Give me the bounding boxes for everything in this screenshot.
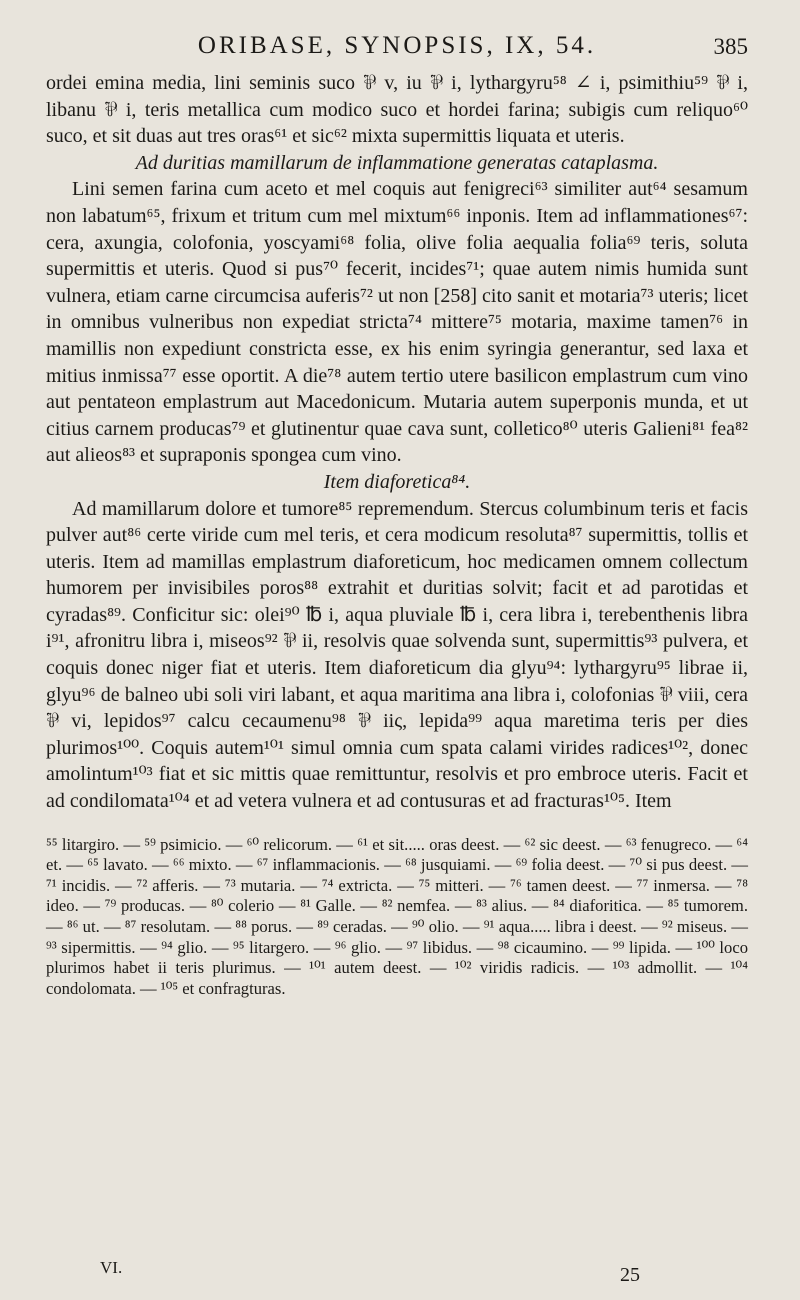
footnotes: ⁵⁵ litargiro. — ⁵⁹ psimicio. — ⁶⁰ relicorum. — ⁶¹ et sit..... oras deest. — ⁶² sic deest. — ⁶³ fenugreco. — ⁶⁴ et. — ⁶⁵ lavato. — ⁶⁶ mixto. — ⁶⁷ inflammacionis. — ⁶⁸ jusquiami. — ⁶⁹ folia deest. — ⁷⁰ si pus deest. — ⁷¹ incidis. — ⁷² afferis. — ⁷³ mutaria. — ⁷⁴ extricta. — ⁷⁵ mitteri. — ⁷⁶ tamen deest. — ⁷⁷ inmersa. — ⁷⁸ ideo. — ⁷⁹ producas. — ⁸⁰ colerio — ⁸¹ Galle. — ⁸² nemfea. — ⁸³ alius. — ⁸⁴ diaforitica. — ⁸⁵ tumorem. — ⁸⁶ ut. — ⁸⁷ resolutam. — ⁸⁸ porus. — ⁸⁹ ceradas. — ⁹⁰ olio. — ⁹¹ aqua..... libra i deest. — ⁹² miseus. — ⁹³ sipermittis. — ⁹⁴ glio. — ⁹⁵ litargero. — ⁹⁶ glio. — ⁹⁷ libidus. — ⁹⁸ cicaumino. — ⁹⁹ lipida. — ¹⁰⁰ loco plurimos habet ii teris plurimus. — ¹⁰¹ autem deest. — ¹⁰² viridis radicis. — ¹⁰³ admollit. — ¹⁰⁴ condolomata. — ¹⁰⁵ et confragturas.: [46, 834, 748, 998]
paragraph-cataplasma: Lini semen farina cum aceto et mel coquis aut fenigreci⁶³ similiter aut⁶⁴ sesamum non labatum⁶⁵, frixum et tritum cum mel mixtum⁶⁶ inponis. Item ad inflammationes⁶⁷: cera, axungia, colofonia, yoscyami⁶⁸ folia, olive folia aequalia folia⁶⁹ teris, soluta supermittis et uteris. Quod si pus⁷⁰ fecerit, incides⁷¹; quae autem nimis humida sunt vulnera, etiam carne circumcisa auferis⁷² ut non [258] cito sanit et motaria⁷³ uteris; licet in omnibus vulneribus non expediat stricta⁷⁴ mittere⁷⁵ motaria, maxime tamen⁷⁶ in mamillis non expediunt constricta esse, ex his enim syringia generantur, sed laxa et mitius inmissa⁷⁷ esse oportit. A die⁷⁸ autem tertio utere basilicon emplastrum cum vino aut pentateon emplastrum aut Macedonicum. Mutaria autem superponis munda, et ut citius carnem producas⁷⁹ et glutinentur quae cava sunt, colletico⁸⁰ uteris Galieni⁸¹ fea⁸² aut alieos⁸³ et supraponis spongea cum vino.: [46, 178, 748, 467]
section-heading-diaforetica: Item diaforetica⁸⁴.: [323, 470, 471, 493]
paragraph-continuation: ordei emina media, lini seminis suco ⅌ v, iu ⅌ i, lythargyru⁵⁸ ∠ i, psimithiu⁵⁹ ⅌ i, libanu ⅌ i, teris metallica cum modico suco et hordei farina; subigis cum reliquo⁶⁰ suco, et sit duas aut tres oras⁶¹ et sic⁶² mixta supermittis liquata et uteris.: [46, 72, 748, 148]
section-heading-cataplasma: Ad duritias mamillarum de inflammatione generatas cataplasma.: [135, 151, 659, 174]
paragraph-diaforetica: Ad mamillarum dolore et tumore⁸⁵ repremendum. Stercus columbinum teris et facis pulver aut⁸⁶ certe viride cum mel teris, et cera modicum resoluta⁸⁷ supermittis, tollis et uteris. Item ad mamillas emplastrum diaforeticum, hoc medicamen omnem collectum humorem per invisibiles poros⁸⁸ extrahit et duritias solvit; facit et ad parotidas et cyradas⁸⁹. Conficitur sic: olei⁹⁰ ℔ i, aqua pluviale ℔ i, cera libra i, terebenthenis libra i⁹¹, afronitru libra i, miseos⁹² ⅌ ii, resolvis quae solvenda sunt, supermittis⁹³ pulvera, et coquis donec niger fiat et uteris. Item diaforeticum dia glyu⁹⁴: lythargyru⁹⁵ librae ii, glyu⁹⁶ de balneo ubi soli viri labant, et aqua maritima ana libra i, colofonias ⅌ viii, cera ⅌ vi, lepidos⁹⁷ calcu cecaumenu⁹⁸ ⅌ iiς, lepida⁹⁹ aqua maretima teris per dies plurimos¹⁰⁰. Coquis autem¹⁰¹ simul omnia cum spata calami virides radices¹⁰², donec amolintum¹⁰³ fiat et sic mittis quae remittuntur, resolvis et pro embroce uteris. Facit et ad condilomata¹⁰⁴ et ad vetera vulnera et ad contusuras et ad fracturas¹⁰⁵. Item: [46, 497, 748, 813]
running-head: ORIBASE, SYNOPSIS, IX, 54.: [197, 32, 597, 59]
page-header: [46, 30, 748, 70]
signature-right: 25: [620, 1264, 640, 1286]
main-text: [46, 70, 748, 815]
signature-left: VI.: [100, 1258, 123, 1277]
page-number: 385: [713, 34, 748, 59]
